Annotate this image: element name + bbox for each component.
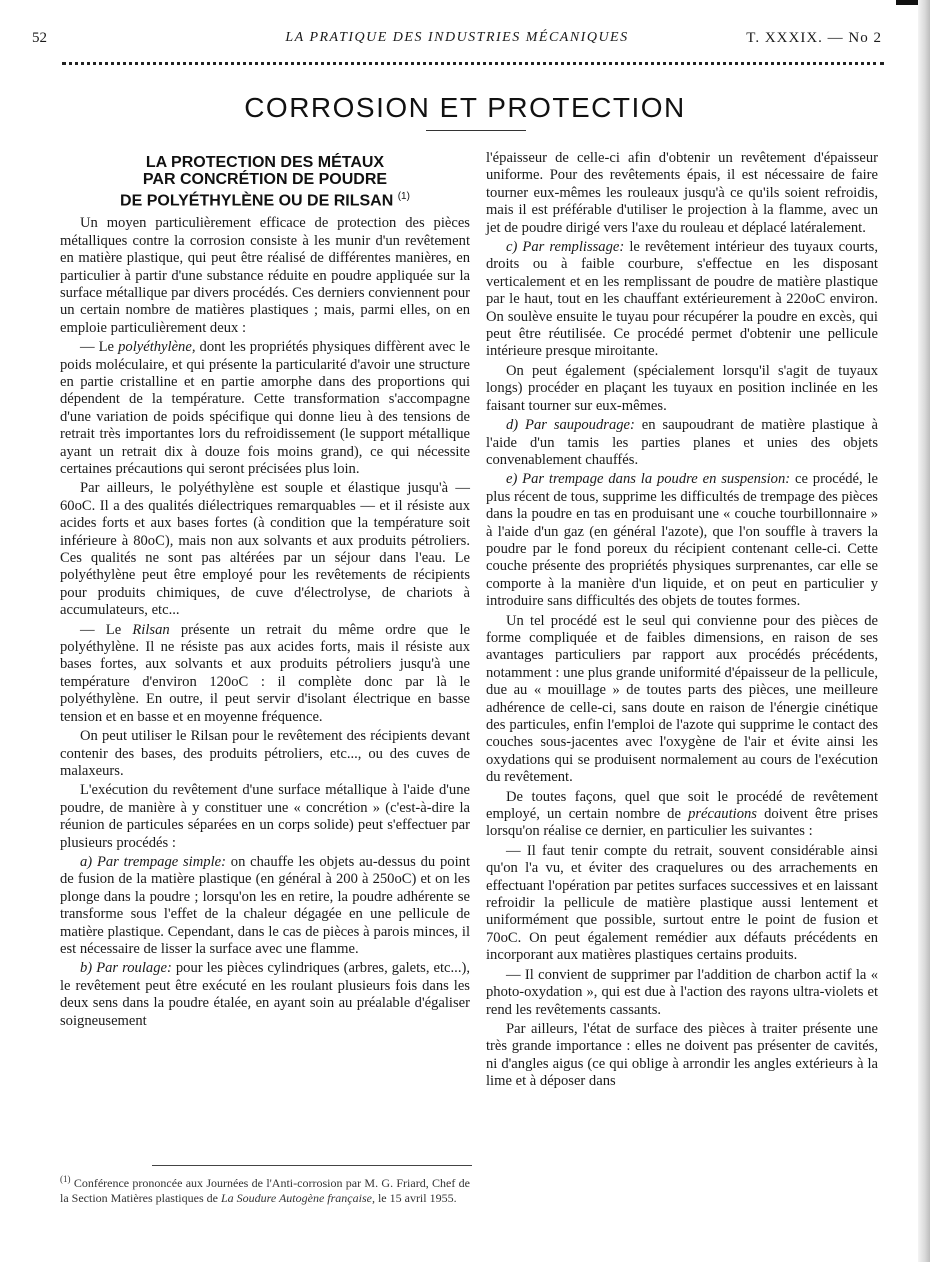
- paragraph: On peut utiliser le Rilsan pour le revêtement des récipients devant contenir des bases, des produits pétroliers, etc..., ou des cuves de malaxeurs.: [60, 728, 470, 779]
- paragraph: L'exécution du revêtement d'une surface métallique à l'aide d'une poudre, de manière à y constituer une « concrétion » (c'est-à-dire la réunion de particules séparées en un corps solide) peut s'effectuer par plusieurs procédés :: [60, 782, 470, 851]
- term-emphasis: trempage simple:: [123, 853, 226, 870]
- article-title-line: PAR CONCRÉTION DE POUDRE: [142, 171, 388, 188]
- paragraph: [486, 789, 878, 841]
- paragraph-text: ce procédé, le plus récent de tous, supprime les difficultés de trempage des pièces dans la poudre en tas en produisant une « couche tourbillonnaire » à l'aide d'un gaz (en général l'azote), que l'on souffle à travers la poudre par le fond poreux du récipient contenant celle-ci. Cette couche présente des propriétés physiques surprenantes, car elle se comporte à la manière d'un liquide, et on peut en particulier y introduire sans difficultés des objets de toutes formes.: [486, 471, 878, 610]
- paragraph-text: présente un retrait du même ordre que le polyéthylène. Il ne résiste pas aux acides forts, mais il résiste aux bases fortes, aux solvants et aux produits pétroliers jusqu'à une température d'environ 120oC : il complète donc par là le polyéthylène. En outre, il peut servir d'isolant électrique en basse tension et en basse et en moyenne fréquence.: [60, 621, 470, 725]
- footnote-journal-name: La Soudure Autogène française,: [220, 1190, 375, 1205]
- paragraph: [486, 471, 878, 610]
- paragraph-lead: — Le: [80, 621, 133, 638]
- term-emphasis: trempage dans la poudre en suspension:: [548, 471, 791, 488]
- item-lead: c) Par: [506, 239, 550, 256]
- paragraph: Un tel procédé est le seul qui convienne pour des pièces de forme compliquée et de faibles dimensions, en raison de ses avantages particuliers par rapport aux procédés précédents, notamment : une plus grande uniformité d'épaisseur de la pellicule, due au « mouillage » de toutes parts des pièces, une meilleure adhérence de celle-ci, sans doute en raison de l'énergie cinétique des particules, enfin l'emploi de l'azote qui supprime le contact des couches sous-jacentes avec l'oxygène de l'air et évite ainsi les oxydations qui se produisent normalement au cours de l'exécution du revêtement.: [486, 612, 878, 786]
- journal-title: LA PRATIQUE DES INDUSTRIES MÉCANIQUES: [285, 30, 629, 45]
- item-lead: b) Par: [80, 960, 123, 977]
- paragraph: [60, 622, 470, 726]
- paragraph: [486, 239, 878, 361]
- paragraph-lead: — Le: [80, 339, 119, 356]
- paragraph-text: le revêtement intérieur des tuyaux courts, droits ou à faible courbure, s'effectue en les disposant verticalement et en les remplissant de poudre de matière plastique par le haut, tout en les chauffant extérieurement à 220oC environ. On soulève ensuite le tuyau pour récupérer la poudre en excès, qui peut être réutilisée. Ce procédé permet d'obtenir une pellicule intérieure presque miroitante.: [486, 239, 878, 360]
- footnote-text-end: le 15 avril 1955.: [374, 1190, 457, 1205]
- footnote-text: Conférence prononcée aux Journées de l'Anti-corrosion par M. G. Friard, Chef de la Section Matières plastiques de: [60, 1176, 470, 1205]
- paragraph-text: dont les propriétés physiques diffèrent avec le poids moléculaire, et qui présente la particularité d'avoir une structure en partie cristalline et en partie amorphe dans des proportions qui dépendent de la température. Cette transformation s'accompagne d'une variation de poids spécifique qui donne lieu à des tensions de retrait très importantes lors du refroidissement (le support métallique ayant un retrait dix à douze fois moins grand), ce qui nécessite certaines précautions qui seront précisées plus loin.: [60, 339, 470, 478]
- paragraph-text: doivent être prises lorsqu'on réalise ce dernier, en particulier les suivantes :: [486, 806, 879, 840]
- paragraph: l'épaisseur de celle-ci afin d'obtenir un revêtement d'épaisseur uniforme. Pour des revêtements épais, il est nécessaire de faire tourner eux-mêmes les rouleaux jusqu'à ce qu'ils soient refroidis, mais il est préférable d'utiliser le projection à la flamme, avec un jet de poudre dirigé vers l'axe du rouleau et déplacé latéralement.: [486, 150, 878, 236]
- left-column: [60, 150, 470, 1032]
- paragraph: [60, 960, 470, 1030]
- term-emphasis: roulage:: [122, 960, 172, 977]
- term-emphasis: remplissage:: [549, 239, 625, 256]
- footnote: [60, 1172, 470, 1205]
- page-number: 52: [32, 30, 47, 46]
- paragraph: Par ailleurs, le polyéthylène est souple et élastique jusqu'à — 60oC. Il a des qualités diélectriques remarquables — et il résiste aux acides forts et aux bases fortes (à condition que la température soit inférieure à 80oC), mais non aux solvants et aux produits pétroliers. Ces qualités ne sont pas altérées par un séjour dans l'eau. Le polyéthylène peut être employé pour les revêtements de récipients pour produits chimiques, de cuve d'électrolyse, de chariots à accumulateurs, etc...: [60, 480, 470, 619]
- article-title-line: [60, 188, 470, 209]
- term-emphasis: Rilsan: [132, 621, 170, 638]
- paragraph: On peut également (spécialement lorsqu'il s'agit de tuyaux longs) procéder en plaçant les tuyaux en position inclinée en les faisant tourner sur eux-mêmes.: [486, 362, 878, 414]
- paragraph-text: on chauffe les objets au-dessus du point de fusion de la matière plastique (en général à 200 à 250oC) et on les plonge dans la poudre ; lorsqu'on les en retire, la poudre adhérente se transforme sous l'effet de la chaleur dégagée en une pellicule de matière plastique. Cependant, dans le cas de pièces à parois minces, il est nécessaire de lisser la surface avec une flamme.: [60, 853, 471, 957]
- issue-number: T. XXXIX. — No 2: [746, 30, 882, 46]
- term-emphasis: saupoudrage:: [553, 417, 635, 434]
- paragraph-text: en saupoudrant de matière plastique à l'aide d'un tamis les parties planes et unies des objets convenablement chauffés.: [486, 417, 878, 468]
- paragraph: — Il convient de supprimer par l'addition de charbon actif la « photo-oxydation », qui est due à l'action des rayons ultra-violets et rend les revêtements cassants.: [486, 966, 878, 1018]
- paragraph: [60, 339, 470, 478]
- paragraph: Un moyen particulièrement efficace de protection des pièces métalliques contre la corrosion consiste à les munir d'un revêtement en matière plastique, qui peut être réalisé de différentes manières, en particulier à partir d'une substance réduite en poudre appliquée sur la surface métallique par divers procédés. Ces derniers conviennent pour un certain nombre de matières plastiques ; mais, parmi elles, on en emploie particulièrement deux :: [60, 215, 470, 336]
- article-title: [60, 154, 470, 209]
- term-emphasis: précautions: [688, 806, 757, 823]
- paragraph: [60, 854, 470, 958]
- paragraph: Par ailleurs, l'état de surface des pièces à traiter présente une très grande importance : elles ne doivent pas présenter de cavités, ni d'angles aigus (ce qui oblige à arrondir les angles extérieurs à la lime et à déposer dans: [486, 1020, 878, 1090]
- article-title-line: LA PROTECTION DES MÉTAUX: [145, 154, 385, 171]
- footnote-rule: [152, 1165, 472, 1166]
- item-lead: d) Par: [506, 417, 554, 434]
- section-title: CORROSION ET PROTECTION: [244, 92, 686, 123]
- paragraph: [486, 417, 878, 469]
- article-title-line-text: DE POLYÉTHYLÈNE OU DE RILSAN: [120, 192, 394, 210]
- paragraph: — Il faut tenir compte du retrait, souvent considérable ainsi qu'on l'a vu, et éviter des craquelures ou des arrachements en effectuant l'opération par petites surfaces successives et en laissant refroidir la pellicule de matière plastique aussi lentement et uniformément que possible, surtout entre le point de fusion et 70oC. On peut également remédier aux défauts précédents en incorporant aux matières plastiques certains produits.: [486, 842, 878, 964]
- item-lead: e) Par: [506, 471, 549, 488]
- section-title-rule: [426, 130, 526, 131]
- paragraph-lead: De toutes façons, quel que soit le procédé de revêtement employé, un certain nombre de: [486, 788, 878, 823]
- right-column: [486, 150, 878, 1093]
- paragraph-text: pour les pièces cylindriques (arbres, galets, etc...), le revêtement peut être exécuté en les roulant plusieurs fois dans les deux sens dans la poudre étalée, en ayant soin au préalable d'égaliser soigneusement: [60, 960, 470, 1029]
- footnote-reference: (1): [397, 191, 410, 202]
- item-lead: a) Par: [80, 853, 124, 870]
- running-head: [32, 30, 882, 52]
- page-edge-shadow: [918, 0, 930, 1262]
- footnote-mark: (1): [60, 1174, 71, 1184]
- term-emphasis: polyéthylène,: [118, 339, 196, 356]
- header-dotted-rule: [62, 62, 884, 69]
